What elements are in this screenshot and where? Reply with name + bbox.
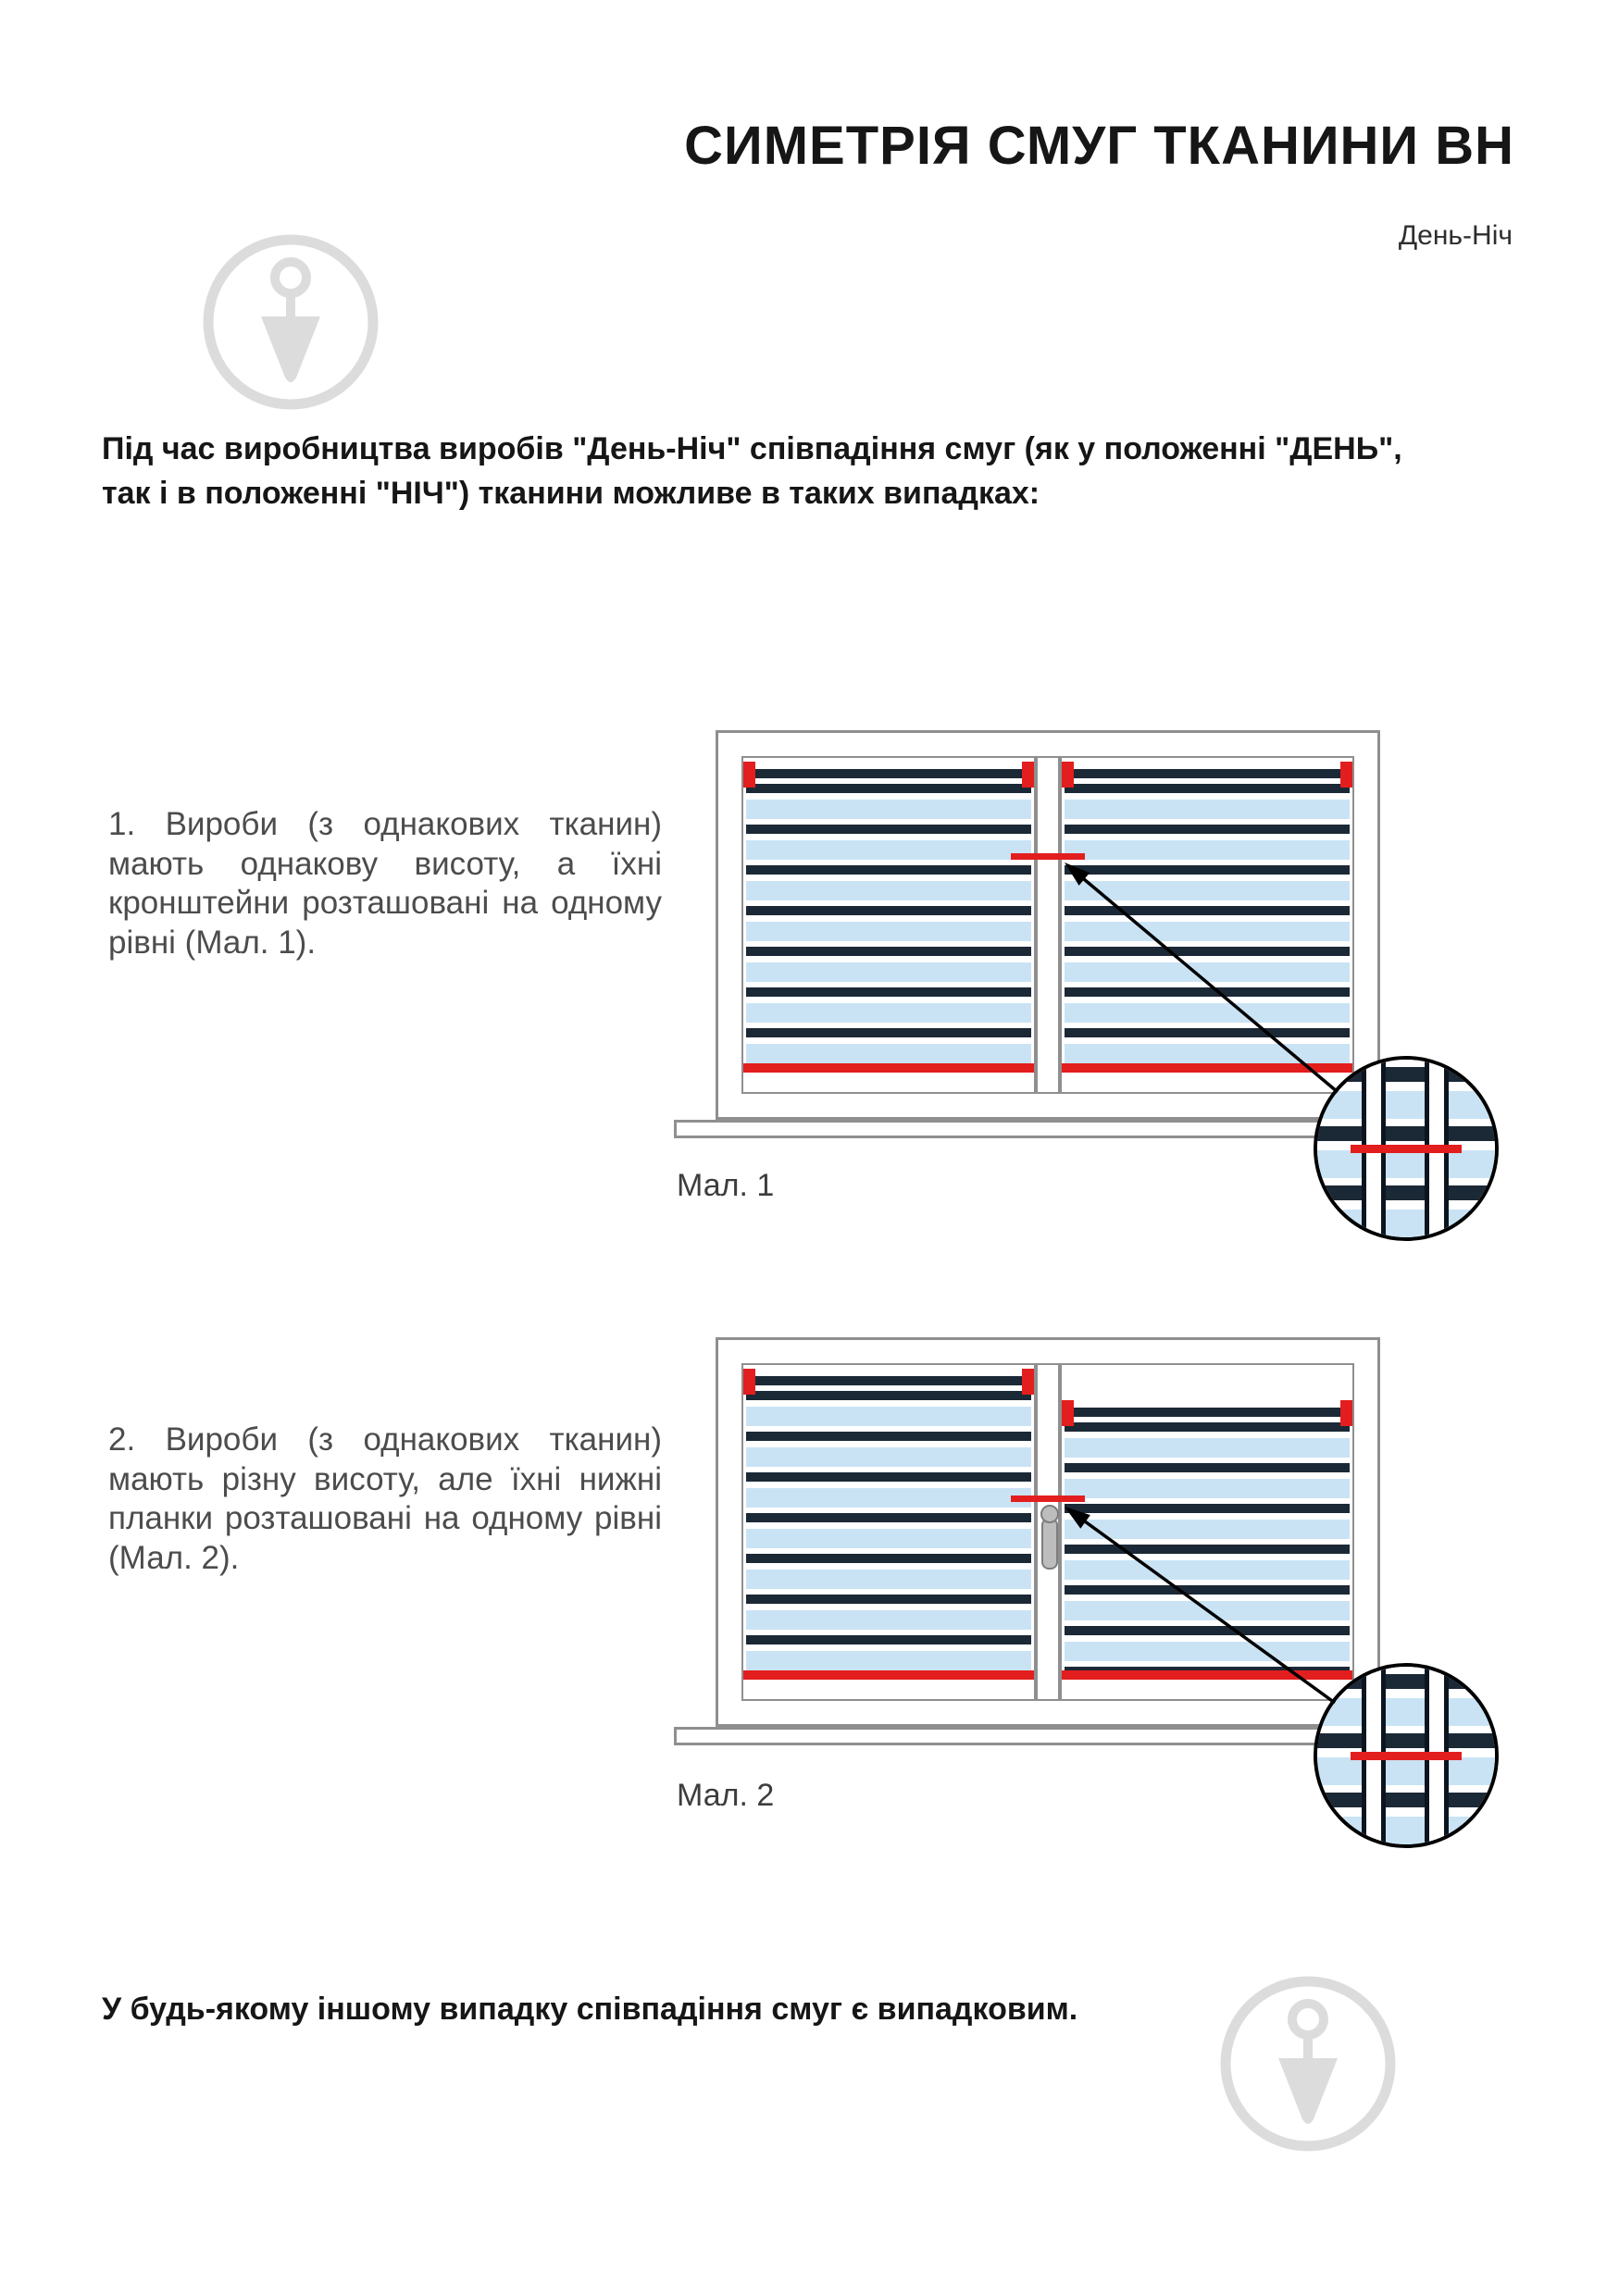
window-pane-right [1060,1363,1354,1701]
window-glass [741,756,1354,1094]
brand-watermark-icon [1215,1971,1401,2156]
blind-fabric-stripes [746,1385,1031,1670]
blind-fabric-stripes [1065,1417,1350,1670]
item-2-text: 2. Вироби (з однакових тканин) мають різну висоту, але їхні нижні планки розташовані на одному рівні (Мал. 2). [108,1421,662,1577]
blind-fabric-stripes [1065,778,1350,1063]
day-night-blind [743,1365,1034,1699]
figure-2-window [716,1337,1380,1727]
window-sill [674,1727,1387,1745]
bracket-icon [743,1369,755,1395]
window-handle [1041,1518,1058,1570]
figure-1-caption: Мал. 1 [677,1168,775,1203]
blind-cassette [746,769,1031,778]
blind-fabric-stripes [746,778,1031,1063]
page-subtitle: День-Ніч [1398,220,1513,251]
day-night-blind [1062,758,1352,1092]
window-pane-left [741,1363,1036,1701]
window-pane-left [741,756,1036,1094]
blind-cassette [746,1376,1031,1385]
bracket-icon [1340,1400,1352,1426]
blind-bottom-bar [743,1670,1034,1680]
day-night-blind [743,758,1034,1092]
day-night-blind-shorter [1062,1365,1352,1699]
figure-2-caption: Мал. 2 [677,1778,775,1813]
bracket-icon [1022,1369,1034,1395]
blind-bottom-bar [743,1063,1034,1073]
intro-paragraph [102,428,1527,515]
bracket-icon [743,762,755,788]
bracket-icon [1062,1400,1074,1426]
blind-bottom-bar [1062,1670,1352,1680]
item-1-text: 1. Вироби (з однакових тканин) мають однакову висоту, а їхні кронштейни розташовані на одному рівні (Мал. 1). [108,806,662,962]
intro-line-2: так і в положенні "НІЧ") тканини можливе в таких випадках: [102,475,1040,511]
blind-cassette [1065,769,1350,778]
intro-line-1: Під час виробництва виробів "День-Ніч" співпадіння смуг (як у положенні "ДЕНЬ", [102,431,1402,466]
window-mullion [1036,756,1060,1094]
magnifier-detail-1 [1314,1056,1499,1241]
page-title: СИМЕТРІЯ СМУГ ТКАНИНИ ВН [684,116,1514,176]
magnifier-detail-2 [1314,1663,1499,1848]
figure-1-window [716,730,1380,1120]
bracket-icon [1062,762,1074,788]
stripe-alignment-mark [1011,853,1085,860]
magnified-alignment-line [1351,1752,1462,1760]
magnified-alignment-line [1351,1145,1462,1153]
window-sill [674,1120,1387,1138]
footer-note: У будь-якому іншому випадку співпадіння смуг є випадковим. [102,1992,1078,2027]
bracket-icon [1022,762,1034,788]
stripe-alignment-mark [1011,1496,1085,1502]
brand-watermark-icon [198,230,383,415]
blind-bottom-bar [1062,1063,1352,1073]
bracket-icon [1340,762,1352,788]
window-pane-right [1060,756,1354,1094]
blind-cassette [1065,1408,1350,1417]
